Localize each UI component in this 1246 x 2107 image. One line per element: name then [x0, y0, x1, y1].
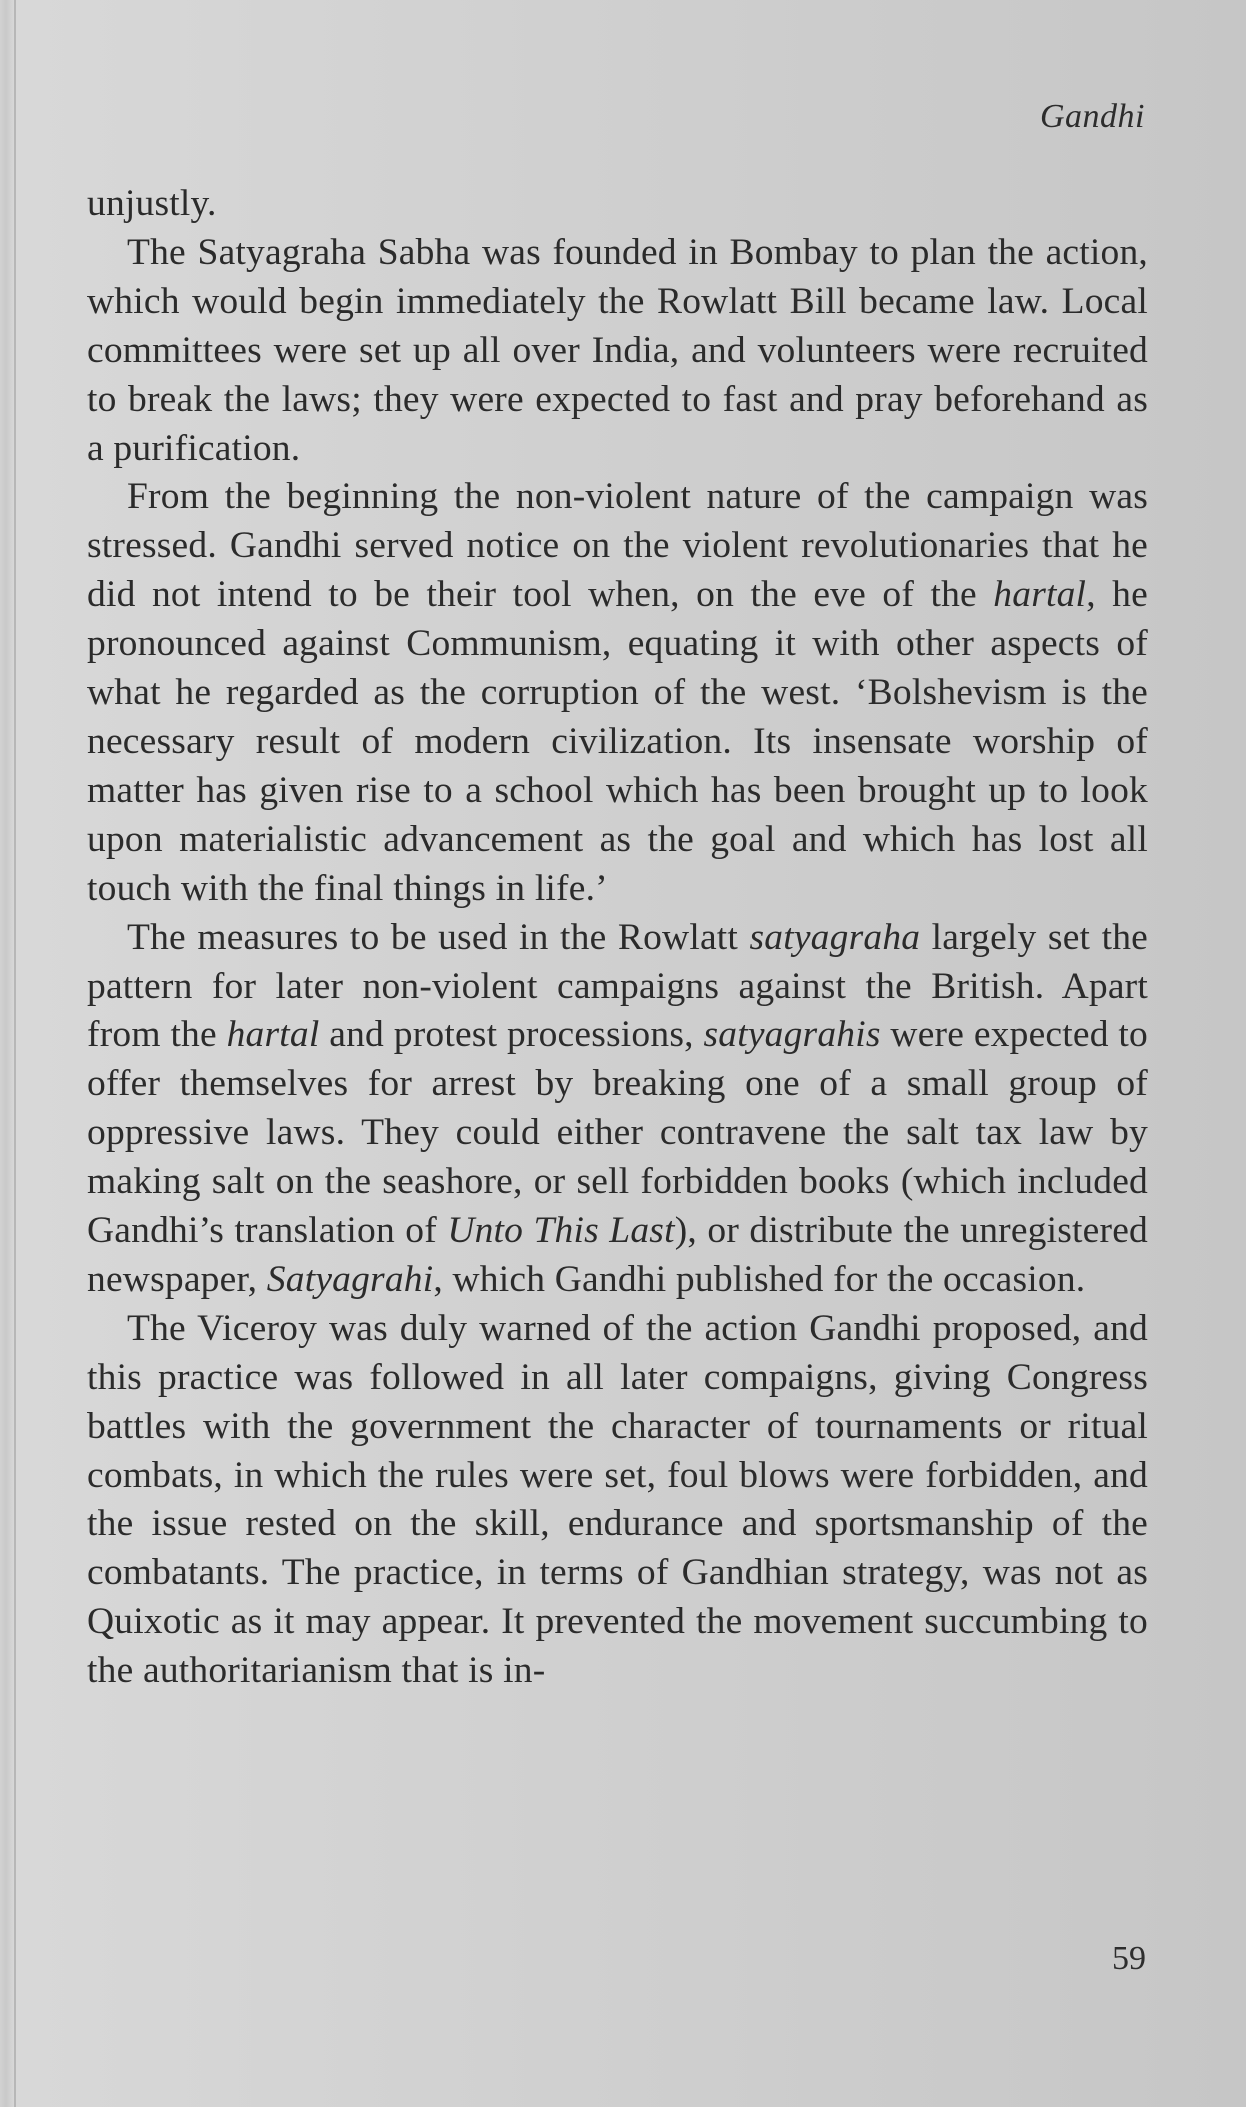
italic-term: satyagrahis — [703, 1014, 881, 1056]
italic-term: hartal — [226, 1014, 320, 1056]
italic-term: Unto This Last — [447, 1210, 675, 1252]
text-run: and protest processions, — [319, 1014, 704, 1056]
binding-gutter — [14, 0, 16, 2107]
text-run: largely set the pattern for later non-violent campaigns against the British. Apart from the — [87, 916, 1149, 1056]
italic-term: hartal — [993, 574, 1087, 616]
paragraph — [87, 229, 1148, 474]
text-run: , which Gandhi published for the occasion. — [433, 1258, 1086, 1300]
paragraph — [87, 180, 1148, 229]
paragraph — [87, 1305, 1148, 1696]
italic-term: Satyagrahi — [266, 1258, 434, 1300]
text-run: The Satyagraha Sabha was founded in Bombay to plan the action, which would begin immediately the Rowlatt Bill became law. Local committees were set up all over India, and volunteers were recruited to break the laws; they were expected to fast and pray beforehand as a purification. — [87, 231, 1148, 469]
text-run: ), or distribute the unregistered newspaper, — [87, 1210, 1148, 1300]
text-run: unjustly. — [87, 183, 217, 224]
text-run: , he pronounced against Communism, equating it with other aspects of what he regarded as the corruption of the west. ‘Bolshevism is the necessary result of modern civilization. Its insensate worship of matter has given rise to a school which has been brought up to look upon materialistic advancement as the goal and which has lost all touch with the final things in life.’ — [87, 574, 1148, 909]
text-run: From the beginning the non-violent nature of the campaign was stressed. Gandhi served notice on the violent revolutionaries that he did not intend to be their tool when, on the eve of the — [87, 476, 1148, 616]
text-run: The measures to be used in the Rowlatt — [127, 916, 750, 958]
text-run: were expected to offer themselves for arrest by breaking one of a small group of oppressive laws. They could either contravene the salt tax law by making salt on the seashore, or sell forbidden books (which included Gandhi’s translation of — [87, 1014, 1148, 1252]
page-number: 59 — [1112, 1940, 1146, 1977]
running-head: Gandhi — [1040, 98, 1145, 135]
paragraph — [87, 473, 1148, 913]
paragraph — [87, 914, 1148, 1305]
body-text — [87, 180, 1148, 1696]
italic-term: satyagraha — [749, 916, 921, 958]
text-run: The Viceroy was duly warned of the action Gandhi proposed, and this practice was followed in all later compaigns, giving Congress battles with the government the character of tournaments or ritual combats, in which the rules were set, foul blows were forbidden, and the issue rested on the skill, endurance and sportsmanship of the combatants. The practice, in terms of Gandhian strategy, was not as Quixotic as it may appear. It prevented the movement succumbing to the authoritarianism that is in- — [87, 1307, 1148, 1692]
